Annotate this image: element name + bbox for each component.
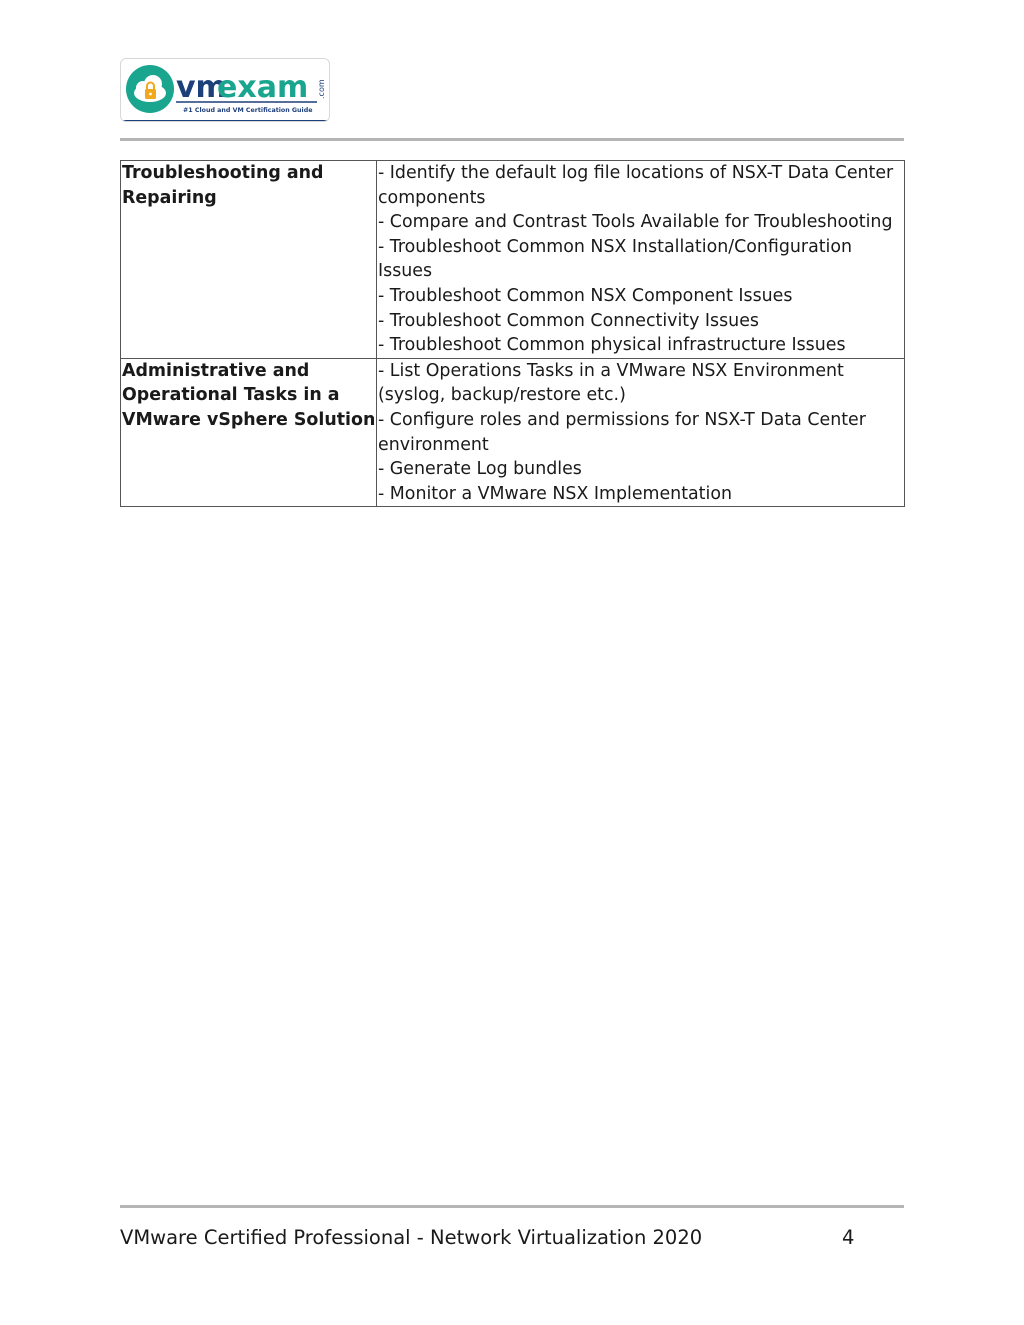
topic-item: - Identify the default log file locations of NSX-T Data Center components [378, 163, 894, 208]
topic-item: - Monitor a VMware NSX Implementation [378, 483, 732, 504]
topic-item: - List Operations Tasks in a VMware NSX Environment (syslog, backup/restore etc.) [378, 360, 844, 406]
objectives-table [120, 160, 905, 507]
cloud-lock-icon [126, 65, 174, 113]
topic-item: - Troubleshoot Common NSX Installation/Configuration Issues [378, 236, 853, 282]
table-row [121, 358, 905, 507]
topic-item: - Troubleshoot Common NSX Component Issues [378, 285, 793, 306]
topic-item: - Configure roles and permissions for NSX-T Data Center environment [378, 409, 866, 455]
topic-item: - Troubleshoot Common Connectivity Issues [378, 310, 759, 331]
logo-graphic [121, 59, 330, 122]
logo-brand-tld: .com [317, 79, 326, 99]
topics-cell [377, 161, 905, 359]
section-title: Troubleshooting and Repairing [121, 161, 377, 359]
topic-item: - Generate Log bundles [378, 459, 582, 480]
topics-cell [377, 358, 905, 507]
footer-divider [120, 1205, 904, 1208]
table-row [121, 161, 905, 359]
section-title: Administrative and Operational Tasks in a VMware vSphere Solution [121, 358, 377, 507]
header-divider [120, 138, 904, 141]
page-number: 4 [842, 1226, 855, 1249]
logo-brand-exam: exam [217, 70, 309, 105]
topic-item: - Compare and Contrast Tools Available for Troubleshooting [378, 212, 893, 233]
logo-brand-vm: vm [176, 70, 227, 105]
logo-tagline: #1 Cloud and VM Certification Guide [183, 107, 313, 114]
vmexam-logo[interactable] [120, 58, 330, 122]
footer-title: VMware Certified Professional - Network Virtualization 2020 [120, 1226, 703, 1249]
topic-item: - Troubleshoot Common physical infrastructure Issues [378, 335, 846, 356]
